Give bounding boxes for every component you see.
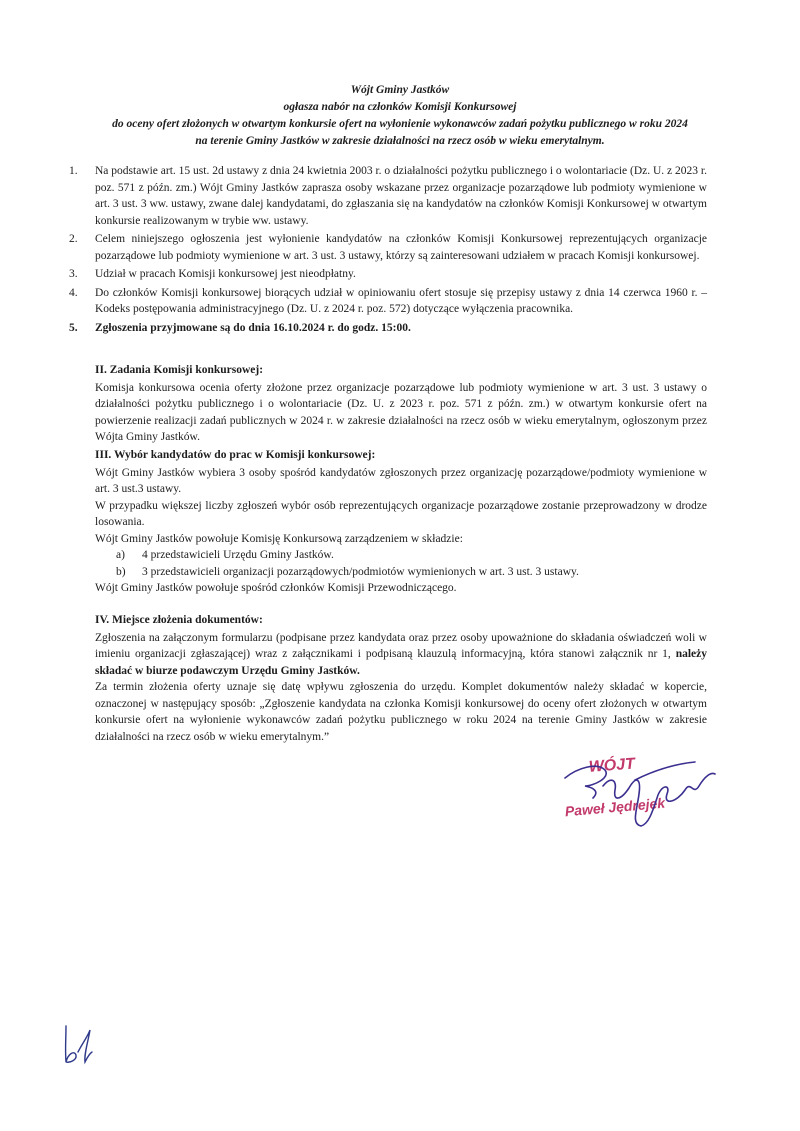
list-number: 3.: [69, 268, 78, 280]
section-paragraph: Wójt Gminy Jastków powołuje Komisję Konkursową zarządzeniem w składzie:: [95, 532, 463, 545]
section-title: III. Wybór kandydatów do prac w Komisji konkursowej:: [95, 449, 376, 461]
list-number: 2.: [69, 233, 78, 245]
section-paragraph: [95, 630, 707, 680]
composition-item: [95, 564, 707, 581]
list-item-text: Na podstawie art. 15 ust. 2d ustawy z dnia 24 kwietnia 2003 r. o działalności pożytku publicznego i o wolontariacie (Dz. U. z 2023 r. poz. 571 z późn. zm.) Wójt Gminy Jastków zaprasza osoby wskazane przez organizacje pozarządowe lub podmioty wymienione w art. 3 ust. 3 ww. ustawy, zwane dalej kandydatami, do zgłaszania się na kandydatów na członków Komisji Konkursowej w otwartym konkursie realizowanym w trybie ww. ustawy.: [95, 165, 707, 227]
section-paragraph: W przypadku większej liczby zgłoszeń wybór osób reprezentujących organizacje pozarządowe zostanie przeprowadzony w drodze losowania.: [95, 499, 707, 528]
item-text: 3 przedstawicieli organizacji pozarządowych/podmiotów wymienionych w art. 3 ust. 3 ustawy.: [142, 565, 579, 578]
list-item: [69, 231, 707, 264]
section-paragraph: Wójt Gminy Jastków powołuje spośród członków Komisji Przewodniczącego.: [95, 582, 457, 594]
section-title: IV. Miejsce złożenia dokumentów:: [95, 614, 263, 626]
composition-list: [95, 547, 707, 580]
deadline-text: Zgłoszenia przyjmowane są do dnia 16.10.2024 r. do godz. 15:00.: [95, 321, 411, 334]
list-item-text: Udział w pracach Komisji konkursowej jest nieodpłatny.: [95, 268, 356, 280]
header-line-1: Wójt Gminy Jastków: [350, 84, 450, 96]
list-number: 1.: [69, 165, 78, 177]
section-paragraph: Komisja konkursowa ocenia oferty złożone przez organizacje pozarządowe lub podmioty wymienione w art. 3 ust. 3 ustawy o działalności pożytku publicznego i o wolontariacie (Dz. U. z 2023 r. poz. 571 z późn. zm.) w otwartym konkursie ofert na powierzenie realizacji zadań publicznych w 2024 r. w zakresie działalności na rzecz osób w wieku emerytalnym, ogłoszonym przez Wójta Gminy Jastków.: [95, 381, 707, 443]
paragraph-text: Zgłoszenia na załączonym formularzu (podpisane przez kandydata oraz przez osoby upoważnione do składania oświadczeń woli w imieniu organizacji zgłaszającej) wraz z załącznikami i podpisaną klauzulą informacyjną, która stanowi załącznik nr 1,: [95, 631, 707, 660]
stamp-name: Paweł Jędrejek: [564, 794, 666, 820]
list-item: [69, 285, 707, 318]
header-line-3: do oceny ofert złożonych w otwartym konkursie ofert na wyłonienie wykonawców zadań pożytku publicznego w roku 2024: [112, 118, 688, 130]
document-header: [60, 82, 740, 150]
initials-mark-icon: [58, 1022, 98, 1067]
list-item-text: Do członków Komisji konkursowej biorących udział w opiniowaniu ofert stosuje się przepisy ustawy z dnia 14 czerwca 1960 r. – Kodeks postępowania administracyjnego (Dz. U. z 2024 r. poz. 572) dotyczące wyłączenia pracownika.: [95, 286, 707, 315]
section-tasks: [95, 362, 707, 446]
section-title: II. Zadania Komisji konkursowej:: [95, 364, 264, 376]
header-line-4: na terenie Gminy Jastków w zakresie działalności na rzecz osób w wieku emerytalnym.: [195, 135, 605, 147]
list-item: [69, 163, 707, 229]
submission-place: należy składać w biurze podawczym Urzędu Gminy Jastków.: [95, 648, 708, 677]
list-number: 4.: [69, 286, 78, 299]
section-documents: [95, 612, 707, 745]
section-paragraph: Za termin złożenia oferty uznaje się datę wpływu zgłoszenia do urzędu. Komplet dokumentów należy składać w kopercie, oznaczonej w następujący sposób: „Zgłoszenie kandydata na członka Komisji konkursowej do oceny ofert złożonych w otwartym konkursie ofert na wyłonienie wykonawców zadań pożytku publicznego w roku 2024 na terenie Gminy Jastków w zakresie działalności na rzecz osób w wieku emerytalnym.”: [95, 681, 707, 743]
header-line-2: ogłasza nabór na członków Komisji Konkursowej: [283, 101, 517, 113]
item-letter: b): [116, 565, 126, 578]
list-item-text: Celem niniejszego ogłoszenia jest wyłonienie kandydatów na członków Komisji Konkursowej reprezentujących organizacje pozarządowe lub podmioty wymienione w art. 3 ust. 3 ustawy, którzy są zainteresowani udziałem w pracach Komisji konkursowej.: [95, 233, 707, 262]
section-paragraph: Wójt Gminy Jastków wybiera 3 osoby spośród kandydatów zgłoszonych przez organizację pozarządowe/podmioty wymienione w art. 3 ust.3 ustawy.: [95, 466, 707, 495]
numbered-list: [69, 163, 707, 338]
item-letter: a): [116, 549, 125, 561]
item-text: 4 przedstawicieli Urzędu Gminy Jastków.: [142, 549, 334, 561]
signature-stamp: [545, 740, 720, 840]
list-number: 5.: [69, 321, 78, 334]
list-item: [69, 266, 707, 283]
list-item-deadline: [69, 320, 707, 337]
section-selection: [95, 447, 707, 597]
composition-item: [95, 547, 707, 564]
stamp-title: WÓJT: [588, 755, 636, 776]
